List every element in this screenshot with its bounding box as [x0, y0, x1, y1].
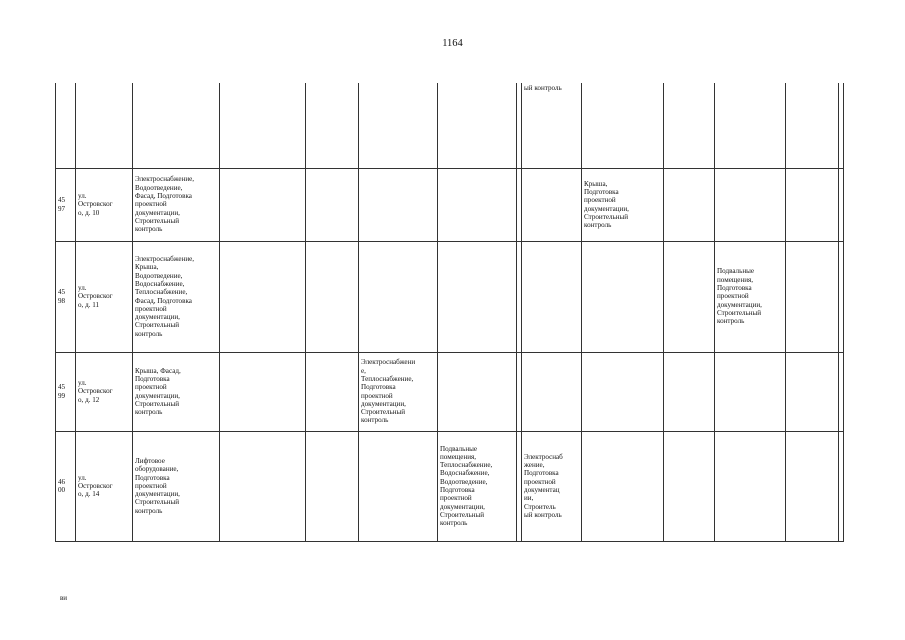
work-cell: [306, 352, 359, 431]
work-cell: [786, 352, 839, 431]
work-cell: [220, 352, 306, 431]
work-cell: [664, 83, 715, 168]
address-cell: ул. Островског о, д. 11: [76, 241, 133, 352]
work-cell: [715, 168, 786, 241]
work-cell: [664, 431, 715, 541]
address-cell: [76, 83, 133, 168]
work-cell: [306, 83, 359, 168]
work-cell: [582, 83, 664, 168]
work-cell: [438, 241, 517, 352]
work-cell: Подвальные помещения, Теплоснабжение, Водоснабжение, Водоотведение, Подготовка проектной документации, Строительный контроль: [438, 431, 517, 541]
work-cell: [839, 168, 844, 241]
work-cell: [839, 241, 844, 352]
address-cell: ул. Островског о, д. 12: [76, 352, 133, 431]
work-cell: [582, 241, 664, 352]
row-number-cell: [56, 83, 76, 168]
work-cell: [715, 431, 786, 541]
work-cell: [664, 241, 715, 352]
work-cell: Электроснабжени е, Теплоснабжение, Подготовка проектной документации, Строительный контроль: [359, 352, 438, 431]
work-cell: [306, 241, 359, 352]
work-cell: [359, 83, 438, 168]
work-cell: [664, 352, 715, 431]
work-cell: [306, 431, 359, 541]
works-table: [55, 83, 844, 542]
work-cell: Электроснабжение, Крыша, Водоотведение, Водоснабжение, Теплоснабжение, Фасад, Подготовка проектной документации, Строительный контроль: [133, 241, 220, 352]
table-row: [56, 352, 844, 431]
work-cell: [306, 168, 359, 241]
work-cell: Подвальные помещения, Подготовка проектной документации, Строительный контроль: [715, 241, 786, 352]
table-row: [56, 241, 844, 352]
work-cell: [220, 168, 306, 241]
work-cell: [522, 168, 582, 241]
work-cell: [839, 83, 844, 168]
work-cell: [133, 83, 220, 168]
work-cell: [715, 83, 786, 168]
work-cell: Электроснаб жение, Подготовка проектной документац ии, Строитель ый контроль: [522, 431, 582, 541]
work-cell: [220, 241, 306, 352]
work-cell: Крыша, Подготовка проектной документации, Строительный контроль: [582, 168, 664, 241]
work-cell: [786, 168, 839, 241]
work-cell: Лифтовое оборудование, Подготовка проектной документации, Строительный контроль: [133, 431, 220, 541]
work-cell: [582, 431, 664, 541]
address-cell: ул. Островског о, д. 10: [76, 168, 133, 241]
work-cell: Крыша, Фасад, Подготовка проектной документации, Строительный контроль: [133, 352, 220, 431]
row-number-cell: 45 98: [56, 241, 76, 352]
table-row: [56, 83, 844, 168]
row-number-cell: 45 97: [56, 168, 76, 241]
work-cell: [786, 83, 839, 168]
work-cell: [522, 352, 582, 431]
work-cell: Электроснабжение, Водоотведение, Фасад, Подготовка проектной документации, Строительный контроль: [133, 168, 220, 241]
work-cell: [359, 168, 438, 241]
work-cell: [522, 241, 582, 352]
page-number: 1164: [442, 38, 463, 49]
work-cell: [438, 352, 517, 431]
work-cell: [220, 431, 306, 541]
footer-mark: ви: [60, 594, 68, 602]
work-cell: ый контроль: [522, 83, 582, 168]
work-cell: [438, 83, 517, 168]
work-cell: [438, 168, 517, 241]
work-cell: [582, 352, 664, 431]
work-cell: [786, 241, 839, 352]
work-cell: [220, 83, 306, 168]
work-cell: [359, 431, 438, 541]
row-number-cell: 45 99: [56, 352, 76, 431]
row-number-cell: 46 00: [56, 431, 76, 541]
work-cell: [786, 431, 839, 541]
work-cell: [839, 431, 844, 541]
table-row: [56, 431, 844, 541]
work-cell: [715, 352, 786, 431]
address-cell: ул. Островског о, д. 14: [76, 431, 133, 541]
table-row: [56, 168, 844, 241]
work-cell: [839, 352, 844, 431]
work-cell: [664, 168, 715, 241]
work-cell: [359, 241, 438, 352]
